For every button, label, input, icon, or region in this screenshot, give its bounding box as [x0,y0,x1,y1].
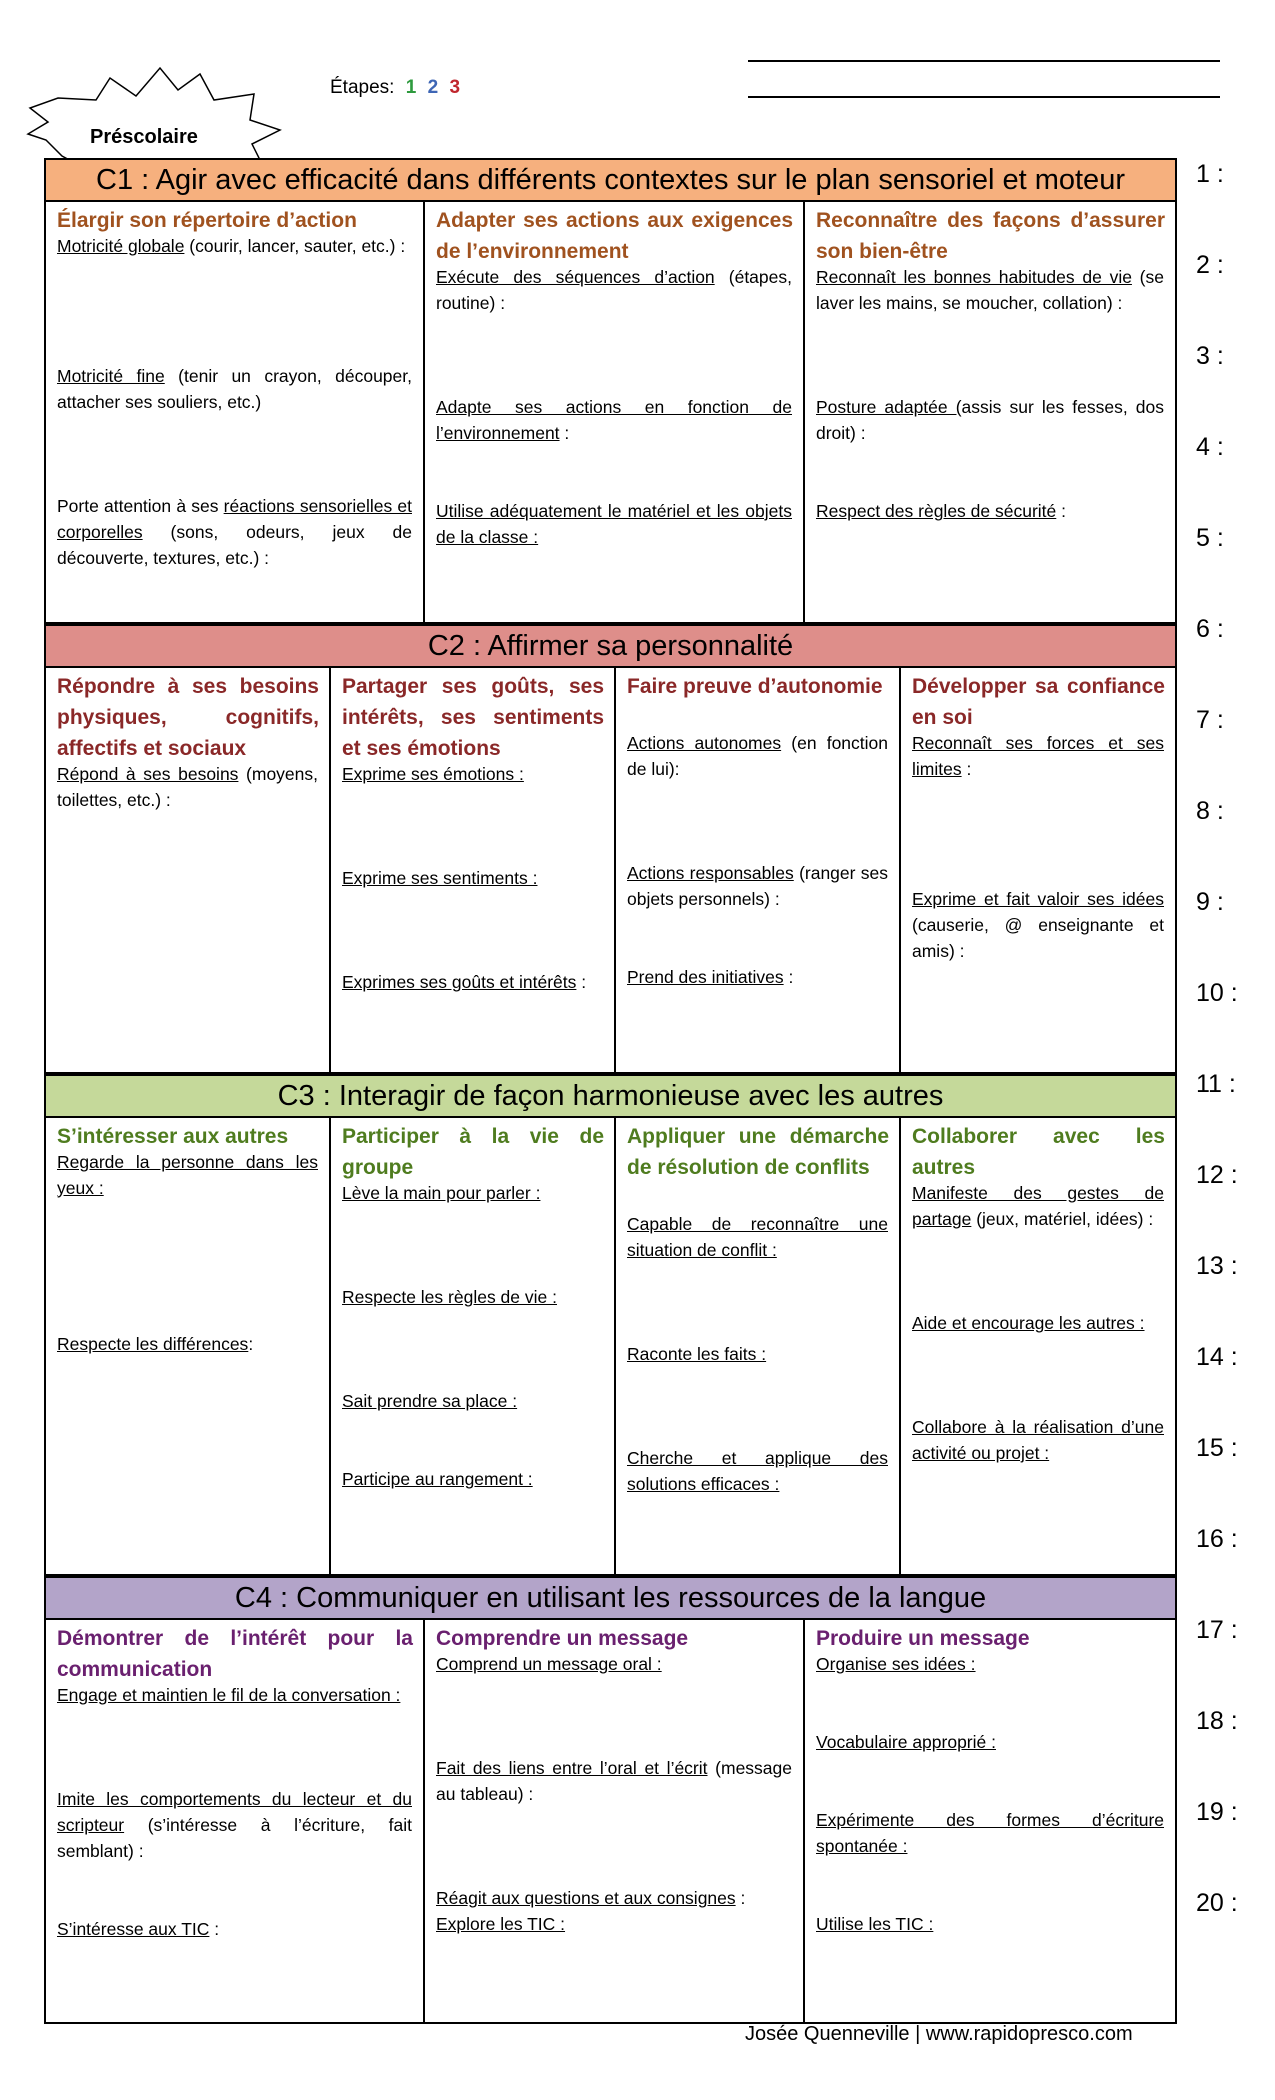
criterion-item: Motricité globale (courir, lancer, sauter, etc.) : [57,236,406,256]
criterion-item: Lève la main pour parler : [342,1183,541,1203]
column-heading: Faire preuve d’autonomie [627,675,883,698]
c3-column-2 [331,1118,616,1574]
line-number-14: 14 : [1196,1343,1238,1371]
section-c4-title: C4 : Communiquer en utilisant les ressources de la langue [44,1576,1177,1620]
criterion-item: Expérimente des formes d’écriture spontanée : [816,1810,1164,1856]
line-number-2: 2 : [1196,251,1224,279]
c3-column-3 [616,1118,901,1574]
line-number-15: 15 : [1196,1434,1238,1462]
section-c1-grid [44,202,1177,624]
criterion-item: Vocabulaire approprié : [816,1732,996,1752]
criterion-item: Prend des initiatives : [627,967,794,987]
c1-column-1 [46,202,425,622]
line-number-11: 11 : [1196,1070,1236,1098]
column-heading: Partager ses goûts, ses intérêts, ses sentiments et ses émotions [342,675,604,760]
criterion-item: Cherche et applique des solutions efficaces : [627,1448,888,1494]
criterion-item: Reconnaît ses forces et ses limites : [912,733,1164,779]
criterion-item: Comprend un message oral : [436,1654,662,1674]
criterion-item: S’intéresse aux TIC : [57,1919,220,1939]
criterion-item: Fait des liens entre l’oral et l’écrit (message au tableau) : [436,1758,792,1804]
signature-line-1 [748,60,1220,62]
criterion-item: Imite les comportements du lecteur et du scripteur (s’intéresse à l’écriture, fait semblant) : [57,1789,412,1861]
criterion-item: Aide et encourage les autres : [912,1313,1145,1333]
criterion-item: Engage et maintien le fil de la conversation : [57,1685,401,1705]
section-c4-grid [44,1620,1177,2024]
line-number-12: 12 : [1196,1161,1238,1189]
line-number-19: 19 : [1196,1798,1238,1826]
line-number-8: 8 : [1196,797,1224,825]
starburst-badge-icon [18,60,288,170]
section-c1-title: C1 : Agir avec efficacité dans différents contextes sur le plan sensoriel et moteur [44,158,1177,202]
line-number-5: 5 : [1196,524,1224,552]
criterion-item: Répond à ses besoins (moyens, toilettes, etc.) : [57,764,318,810]
c3-column-1 [46,1118,331,1574]
c1-column-3 [805,202,1175,622]
etape-3: 3 [449,77,461,98]
criterion-item: Collabore à la réalisation d’une activité ou projet : [912,1417,1164,1463]
criterion-item: Capable de reconnaître une situation de conflit : [627,1214,888,1260]
c3-column-4 [901,1118,1175,1574]
etape-2: 2 [427,77,439,98]
criterion-item: Respect des règles de sécurité : [816,501,1067,521]
criterion-item: Actions responsables (ranger ses objets personnels) : [627,863,888,909]
line-number-17: 17 : [1196,1616,1238,1644]
criterion-item: Réagit aux questions et aux consignes : [436,1888,746,1908]
line-number-6: 6 : [1196,615,1224,643]
criterion-item: Exprimes ses goûts et intérêts : [342,972,587,992]
line-number-16: 16 : [1196,1525,1238,1553]
c2-column-1 [46,668,331,1072]
section-c2-grid [44,668,1177,1074]
criterion-item: Utilise adéquatement le matériel et les objets de la classe : [436,501,792,547]
criterion-item: Explore les TIC : [436,1914,566,1934]
criterion-item: Reconnaît les bonnes habitudes de vie (se laver les mains, se moucher, collation) : [816,267,1164,313]
criterion-item: Adapte ses actions en fonction de l’environnement : [436,397,792,443]
column-heading: Collaborer avec les autres [912,1125,1165,1179]
criterion-item: Exprime ses émotions : [342,764,524,784]
line-number-18: 18 : [1196,1707,1238,1735]
column-heading: Démontrer de l’intérêt pour la communication [57,1627,413,1681]
c4-column-1 [46,1620,425,2022]
section-c2-title: C2 : Affirmer sa personnalité [44,624,1177,668]
column-heading: Comprendre un message [436,1627,689,1650]
section-c3-title: C3 : Interagir de façon harmonieuse avec les autres [44,1074,1177,1118]
line-number-9: 9 : [1196,888,1224,916]
criterion-item: Actions autonomes (en fonction de lui): [627,733,888,779]
column-heading: Reconnaître des façons d’assurer son bien-être [816,209,1165,263]
column-heading: S’intéresser aux autres [57,1125,289,1148]
criterion-item: Posture adaptée (assis sur les fesses, dos droit) : [816,397,1164,443]
column-heading: Élargir son répertoire d’action [57,209,357,232]
section-c3-grid [44,1118,1177,1576]
c1-column-2 [425,202,805,622]
line-number-4: 4 : [1196,433,1224,461]
column-heading: Répondre à ses besoins physiques, cognitifs, affectifs et sociaux [57,675,319,760]
line-number-1: 1 : [1196,160,1224,188]
signature-line-2 [748,96,1220,98]
footer-credit: Josée Quenneville | www.rapidopresco.com [745,2023,1133,2045]
criterion-item: Porte attention à ses réactions sensorielles et corporelles (sons, odeurs, jeux de découverte, textures, etc.) : [57,496,412,568]
criterion-item: Manifeste des gestes de partage (jeux, matériel, idées) : [912,1183,1164,1229]
column-heading: Adapter ses actions aux exigences de l’environnement [436,209,793,263]
criterion-item: Utilise les TIC : [816,1914,934,1934]
line-number-7: 7 : [1196,706,1224,734]
criterion-item: Exprime ses sentiments : [342,868,538,888]
line-number-20: 20 : [1196,1889,1238,1917]
etapes-legend [330,77,460,99]
column-heading: Développer sa confiance en soi [912,675,1165,729]
criterion-item: Participe au rangement : [342,1469,533,1489]
line-number-13: 13 : [1196,1252,1238,1280]
criterion-item: Exprime et fait valoir ses idées (causerie, @ enseignante et amis) : [912,889,1164,961]
c2-column-4 [901,668,1175,1072]
column-heading: Produire un message [816,1627,1030,1650]
criterion-item: Regarde la personne dans les yeux : [57,1152,318,1198]
column-heading: Participer à la vie de groupe [342,1125,604,1179]
c4-column-3 [805,1620,1175,2022]
criterion-item: Organise ses idées : [816,1654,976,1674]
criterion-item: Raconte les faits : [627,1344,767,1364]
criterion-item: Respecte les différences: [57,1334,254,1354]
criterion-item: Sait prendre sa place : [342,1391,518,1411]
line-number-10: 10 : [1196,979,1238,1007]
etapes-label: Étapes: [330,77,395,98]
line-number-3: 3 : [1196,342,1224,370]
c2-column-3 [616,668,901,1072]
c4-column-2 [425,1620,805,2022]
badge-label: Préscolaire [90,126,198,148]
criterion-item: Respecte les règles de vie : [342,1287,557,1307]
criterion-item: Exécute des séquences d’action (étapes, routine) : [436,267,792,313]
column-heading: Appliquer une démarche de résolution de conflits [627,1125,889,1179]
c2-column-2 [331,668,616,1072]
etape-1: 1 [405,77,417,98]
criterion-item: Motricité fine (tenir un crayon, découper, attacher ses souliers, etc.) [57,366,412,412]
